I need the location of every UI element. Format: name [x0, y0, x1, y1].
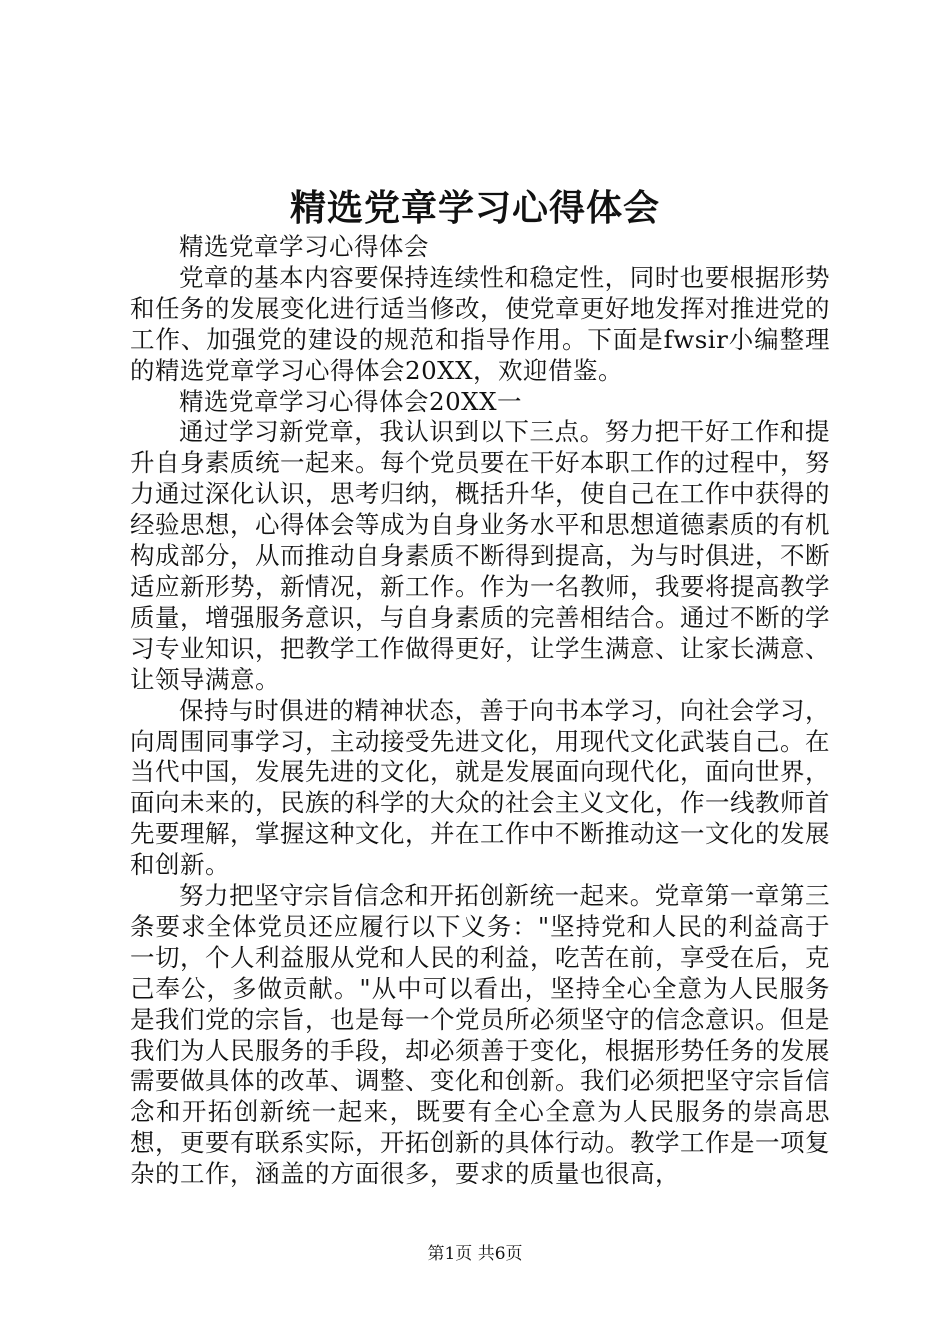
- body-paragraph: 通过学习新党章，我认识到以下三点。努力把干好工作和提升自身素质统一起来。每个党员要在干好本职工作的过程中，努力通过深化认识，思考归纳，概括升华，使自己在工作中获得的经验思想，心得体会等成为自身业务水平和思想道德素质的有机构成部分，从而推动自身素质不断得到提高，为与时俱进，不断适应新形势，新情况，新工作。作为一名教师，我要将提高教学质量，增强服务意识，与自身素质的完善相结合。通过不断的学习专业知识，把教学工作做得更好，让学生满意、让家长满意、让领导满意。: [130, 417, 830, 694]
- body-paragraph: 努力把坚守宗旨信念和开拓创新统一起来。党章第一章第三条要求全体党员还应履行以下义务："坚持党和人民的利益高于一切，个人利益服从党和人民的利益，吃苦在前，享受在后，克己奉公，多做贡献。"从中可以看出，坚持全心全意为人民服务是我们党的宗旨，也是每一个党员所必须坚守的信念意识。但是我们为人民服务的手段，却必须善于变化，根据形势任务的发展需要做具体的改革、调整、变化和创新。我们必须把坚守宗旨信念和开拓创新统一起来，既要有全心全意为人民服务的崇高思想，更要有联系实际，开拓创新的具体行动。教学工作是一项复杂的工作，涵盖的方面很多，要求的质量也很高，: [130, 881, 830, 1189]
- document-title: 精选党章学习心得体会: [289, 187, 660, 229]
- section-heading: 精选党章学习心得体会20XX一: [179, 386, 523, 416]
- subtitle-paragraph: 精选党章学习心得体会: [179, 232, 429, 261]
- document-body: [130, 232, 830, 1190]
- page-footer: 第1页 共6页: [427, 1244, 523, 1264]
- body-paragraph: 保持与时俱进的精神状态，善于向书本学习，向社会学习，向周围同事学习，主动接受先进文化，用现代文化武装自己。在当代中国，发展先进的文化，就是发展面向现代化，面向世界，面向未来的，民族的科学的大众的社会主义文化，作一线教师首先要理解，掌握这种文化，并在工作中不断推动这一文化的发展和创新。: [130, 695, 830, 880]
- intro-paragraph: 党章的基本内容要保持连续性和稳定性，同时也要根据形势和任务的发展变化进行适当修改，使党章更好地发挥对推进党的工作、加强党的建设的规范和指导作用。下面是fwsir小编整理的精选党章学习心得体会20XX，欢迎借鉴。: [130, 262, 830, 385]
